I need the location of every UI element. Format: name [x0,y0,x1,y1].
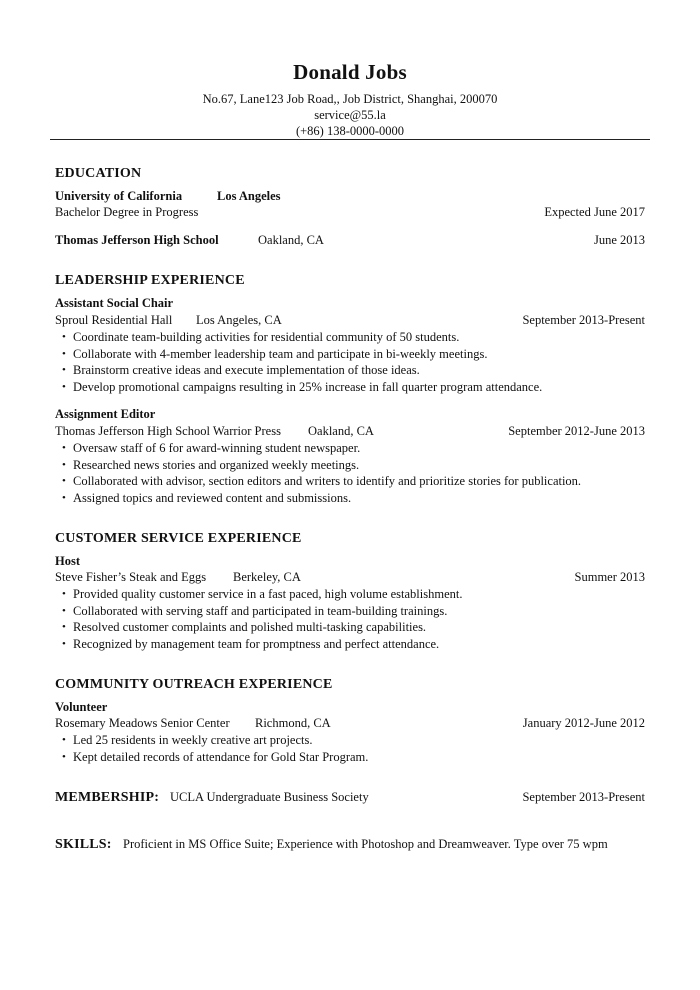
community-heading: COMMUNITY OUTREACH EXPERIENCE [55,677,333,692]
education-school: University of California [55,189,183,203]
job-date: September 2013-Present [522,313,645,327]
bullet-item: • Recognized by management team for promptness and perfect attendance. [62,636,462,653]
membership-date: September 2013-Present [522,790,645,804]
address-line: No.67, Lane123 Job Road,, Job District, Shanghai, 200070 [202,92,498,106]
customer-service-heading: CUSTOMER SERVICE EXPERIENCE [55,531,302,546]
bullet-item: • Collaborated with serving staff and participated in team-building trainings. [62,603,462,620]
membership-text: UCLA Undergraduate Business Society [170,790,369,804]
skills-heading: SKILLS: [55,837,112,852]
job-location: Berkeley, CA [233,570,301,584]
membership-heading: MEMBERSHIP: [55,790,160,805]
education-date: Expected June 2017 [544,205,645,219]
job-date: September 2012-June 2013 [508,424,645,438]
phone-line: (+86) 138-0000-0000 [295,124,405,138]
job-bullets [62,586,462,652]
bullet-item: • Collaborate with 4-member leadership team and participate in bi-weekly meetings. [62,346,542,363]
header-divider [50,139,650,140]
bullet-item: • Assigned topics and reviewed content and submissions. [62,490,581,507]
job-bullets [62,329,542,395]
job-organization: Thomas Jefferson High School Warrior Press [55,424,281,438]
bullet-item: • Kept detailed records of attendance for Gold Star Program. [62,749,368,766]
job-bullets [62,440,581,506]
resume-name: Donald Jobs [293,60,407,84]
bullet-item: • Develop promotional campaigns resulting in 25% increase in fall quarter program attendance. [62,379,542,396]
job-date: Summer 2013 [574,570,645,584]
job-title: Assignment Editor [55,407,156,421]
leadership-heading: LEADERSHIP EXPERIENCE [55,273,245,288]
job-location: Richmond, CA [255,716,331,730]
bullet-item: • Collaborated with advisor, section editors and writers to identify and prioritize stories for publication. [62,473,581,490]
job-location: Oakland, CA [308,424,374,438]
job-organization: Sproul Residential Hall [55,313,173,327]
bullet-item: • Led 25 residents in weekly creative art projects. [62,732,368,749]
education-school: Thomas Jefferson High School [55,233,219,247]
education-location: Oakland, CA [258,233,324,247]
bullet-item: • Provided quality customer service in a fast paced, high volume establishment. [62,586,462,603]
job-organization: Steve Fisher’s Steak and Eggs [55,570,207,584]
job-date: January 2012-June 2012 [522,716,645,730]
job-title: Volunteer [55,700,108,714]
bullet-item: • Researched news stories and organized weekly meetings. [62,457,581,474]
job-location: Los Angeles, CA [196,313,282,327]
job-title: Host [55,554,80,568]
bullet-item: • Oversaw staff of 6 for award-winning student newspaper. [62,440,581,457]
bullet-item: • Brainstorm creative ideas and execute implementation of those ideas. [62,362,542,379]
job-title: Assistant Social Chair [55,296,174,310]
email-line: service@55.la [314,108,386,122]
job-bullets [62,732,368,765]
education-location: Los Angeles [217,189,281,203]
education-date: June 2013 [593,233,645,247]
skills-text: Proficient in MS Office Suite; Experience with Photoshop and Dreamweaver. Type over 75 wpm [123,837,608,851]
bullet-item: • Coordinate team-building activities for residential community of 50 students. [62,329,542,346]
bullet-item: • Resolved customer complaints and polished multi-tasking capabilities. [62,619,462,636]
job-organization: Rosemary Meadows Senior Center [55,716,230,730]
education-degree: Bachelor Degree in Progress [55,205,199,219]
education-heading: EDUCATION [55,166,142,181]
